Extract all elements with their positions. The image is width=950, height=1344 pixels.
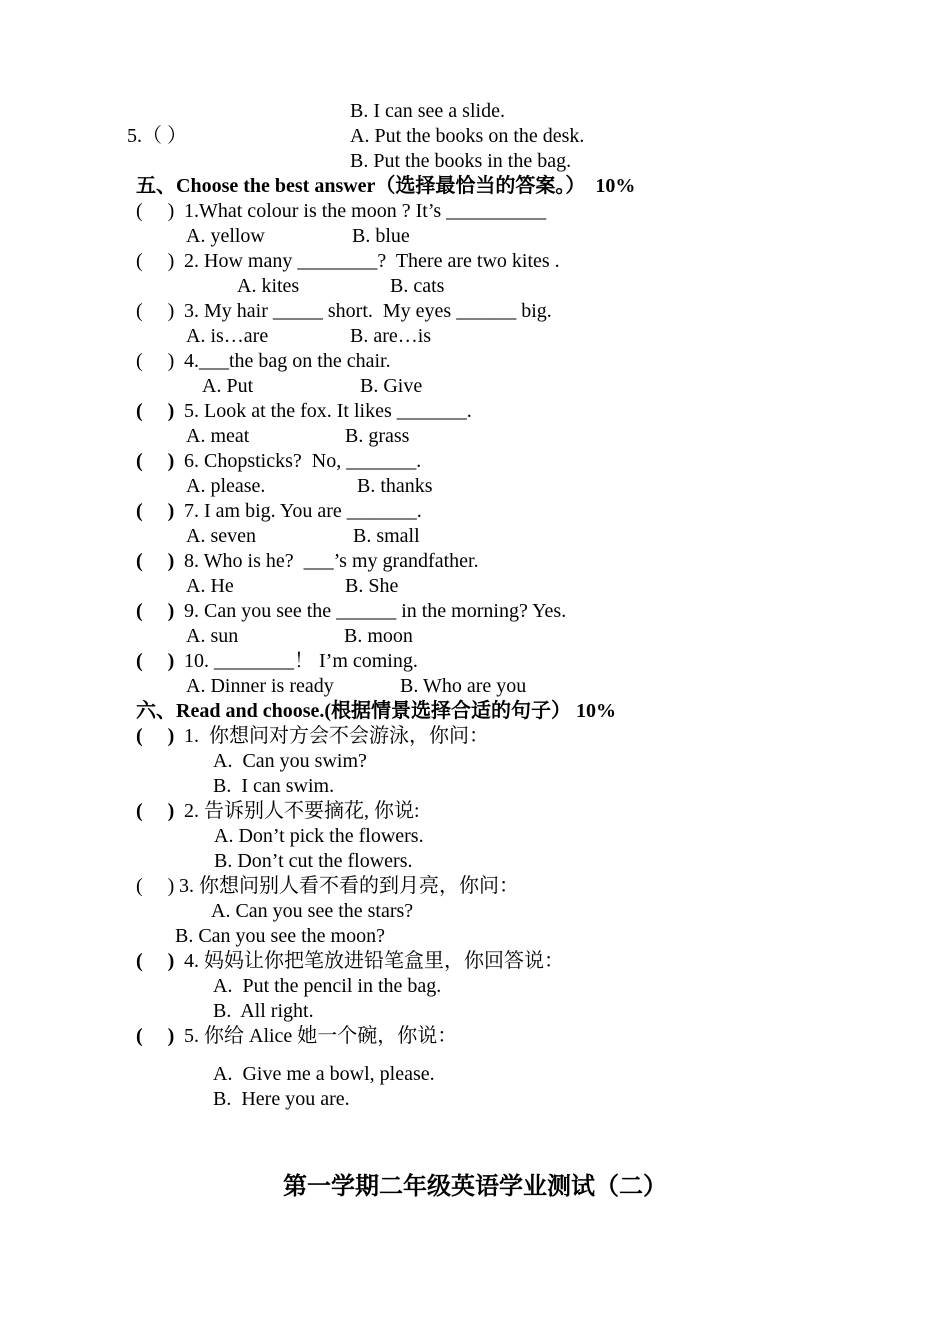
s5-q1-paren: ( ) <box>136 200 175 222</box>
s6-q2-option-b: B. Don’t cut the flowers. <box>214 850 413 872</box>
s5-q3-paren: ( ) <box>136 300 175 322</box>
q5-prev-option-a: A. Put the books on the desk. <box>350 125 585 147</box>
s5-q9-paren: ( ) <box>136 600 175 622</box>
s5-q5-text: 5. Look at the fox. It likes _______. <box>184 400 472 422</box>
s6-q4-text: 4. 妈妈让你把笔放进铅笔盒里，你回答说： <box>184 950 564 972</box>
s6-q5-text: 5. 你给 Alice 她一个碗，你说： <box>184 1025 458 1047</box>
s5-q6-text: 6. Chopsticks? No, _______. <box>184 450 422 472</box>
s5-q7-option-a: A. seven <box>186 525 256 547</box>
s5-q5-paren: ( ) <box>136 400 175 422</box>
s6-q2-paren: ( ) <box>136 800 175 822</box>
s6-q2-text: 2. 告诉别人不要摘花, 你说: <box>184 800 420 822</box>
s6-q4-option-b: B. All right. <box>213 1000 314 1022</box>
s5-q5-option-a: A. meat <box>186 425 250 447</box>
q5-prev-number: 5.（ ） <box>127 125 187 147</box>
s5-q7-option-b: B. small <box>353 525 420 547</box>
s5-q9-option-b: B. moon <box>344 625 413 647</box>
s5-q9-text: 9. Can you see the ______ in the morning? Yes. <box>184 600 567 622</box>
s5-q8-option-b: B. She <box>345 575 399 597</box>
s5-q10-paren: ( ) <box>136 650 175 672</box>
s5-q1-option-a: A. yellow <box>186 225 265 247</box>
s5-q4-option-b: B. Give <box>360 375 423 397</box>
s5-q5-option-b: B. grass <box>345 425 410 447</box>
s5-q8-option-a: A. He <box>186 575 234 597</box>
s5-q6-option-a: A. please. <box>186 475 266 497</box>
s5-q2-option-a: A. kites <box>237 275 300 297</box>
s5-q3-option-b: B. are…is <box>350 325 432 347</box>
s5-q4-paren: ( ) <box>136 350 175 372</box>
s6-q4-paren: ( ) <box>136 950 175 972</box>
s5-q9-option-a: A. sun <box>186 625 239 647</box>
s5-q2-text: 2. How many ________? There are two kites . <box>184 250 560 272</box>
s6-q3-text: 3. 你想问别人看不看的到月亮，你问： <box>179 875 519 897</box>
s5-q1-text: 1.What colour is the moon ? It’s __________ <box>184 200 547 222</box>
s6-q1-option-a: A. Can you swim? <box>213 750 367 772</box>
section6-heading: 六、Read and choose.(根据情景选择合适的句子） 10% <box>136 700 617 722</box>
s5-q6-paren: ( ) <box>136 450 175 472</box>
s6-q5-option-a: A. Give me a bowl, please. <box>213 1063 435 1085</box>
s6-q2-option-a: A. Don’t pick the flowers. <box>214 825 424 847</box>
s5-q3-option-a: A. is…are <box>186 325 269 347</box>
s5-q4-text: 4.___the bag on the chair. <box>184 350 391 372</box>
q5-prev-option-b-slide: B. I can see a slide. <box>350 100 505 122</box>
s6-q4-option-a: A. Put the pencil in the bag. <box>213 975 442 997</box>
s6-q1-text: 1. 你想问对方会不会游泳，你问： <box>184 725 489 747</box>
q5-prev-option-b: B. Put the books in the bag. <box>350 150 572 172</box>
s5-q6-option-b: B. thanks <box>357 475 433 497</box>
s6-q1-paren: ( ) <box>136 725 175 747</box>
s6-q3-option-b: B. Can you see the moon? <box>175 925 385 947</box>
s5-q2-paren: ( ) <box>136 250 175 272</box>
s5-q10-text: 10. ________！ I’m coming. <box>184 650 418 672</box>
s5-q7-paren: ( ) <box>136 500 175 522</box>
s5-q10-option-a: A. Dinner is ready <box>186 675 334 697</box>
s6-q3-paren: ( ) <box>136 875 175 897</box>
s5-q1-option-b: B. blue <box>352 225 410 247</box>
s5-q7-text: 7. I am big. You are _______. <box>184 500 422 522</box>
s5-q8-text: 8. Who is he? ___’s my grandfather. <box>184 550 479 572</box>
section5-heading: 五、Choose the best answer（选择最恰当的答案。） 10% <box>136 175 636 197</box>
s5-q2-option-b: B. cats <box>390 275 445 297</box>
s6-q5-paren: ( ) <box>136 1025 175 1047</box>
s5-q3-text: 3. My hair _____ short. My eyes ______ big. <box>184 300 552 322</box>
s6-q5-option-b: B. Here you are. <box>213 1088 350 1110</box>
next-test-title: 第一学期二年级英语学业测试（二） <box>283 1174 667 1200</box>
s5-q4-option-a: A. Put <box>202 375 254 397</box>
s5-q10-option-b: B. Who are you <box>400 675 527 697</box>
s5-q8-paren: ( ) <box>136 550 175 572</box>
s6-q3-option-a: A. Can you see the stars? <box>211 900 414 922</box>
s6-q1-option-b: B. I can swim. <box>213 775 335 797</box>
